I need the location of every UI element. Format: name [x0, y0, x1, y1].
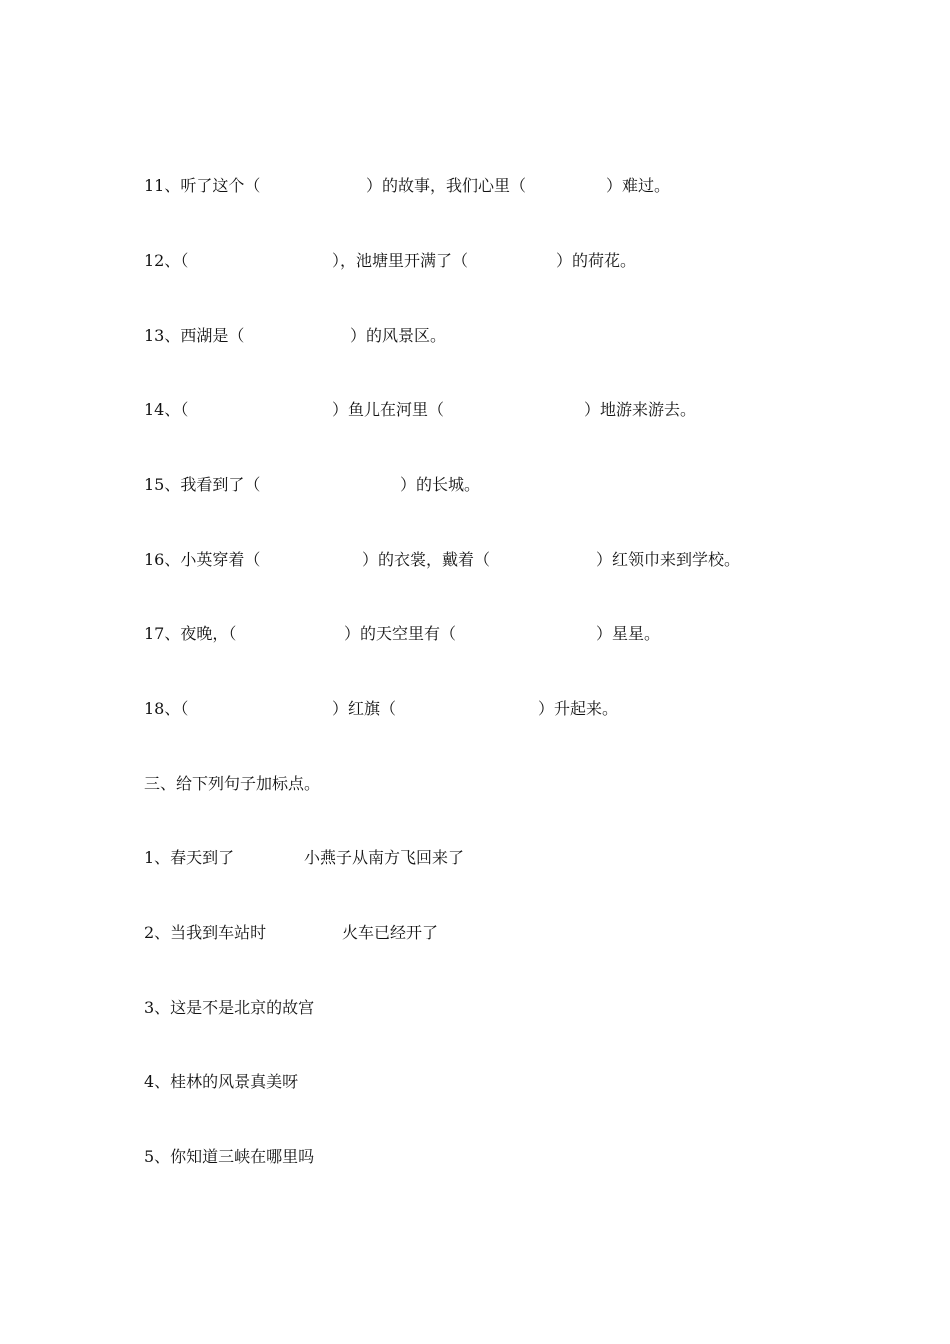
- sentence-part: 2、当我到车站时: [144, 923, 267, 942]
- question-text: 12、（: [144, 251, 189, 270]
- sentence-part: 火车已经开了: [342, 923, 439, 942]
- question-text: ）的风景区。: [350, 326, 447, 345]
- question-text: 16、小英穿着（: [144, 550, 261, 569]
- question-text: ）的天空里有（: [344, 624, 457, 643]
- question-text: 13、西湖是（: [144, 326, 245, 345]
- sentence-part: 4、桂林的风景真美呀: [144, 1072, 299, 1091]
- sentence-part: 小燕子从南方飞回来了: [304, 848, 465, 867]
- sentence-part: 5、你知道三峡在哪里吗: [144, 1147, 315, 1166]
- question-text: ）鱼儿在河里（: [332, 400, 445, 419]
- question-text: ），池塘里开满了（: [332, 251, 469, 270]
- question-text: ）的衣裳，戴着（: [362, 550, 491, 569]
- question-text: ）难过。: [606, 176, 671, 195]
- question-text: 15、我看到了（: [144, 475, 261, 494]
- question-text: ）升起来。: [538, 699, 619, 718]
- question-text: ）星星。: [596, 624, 661, 643]
- question-text: 14、（: [144, 400, 189, 419]
- question-text: 17、夜晚，（: [144, 624, 237, 643]
- question-text: ）地游来游去。: [584, 400, 697, 419]
- section-title: 三、给下列句子加标点。: [144, 774, 321, 793]
- question-text: 11、听了这个（: [144, 176, 261, 195]
- sentence-part: 1、春天到了: [144, 848, 235, 867]
- question-text: 18、（: [144, 699, 189, 718]
- question-text: ）的荷花。: [556, 251, 637, 270]
- question-text: ）红领巾来到学校。: [596, 550, 741, 569]
- question-text: ）的长城。: [400, 475, 481, 494]
- question-text: ）红旗（: [332, 699, 397, 718]
- sentence-part: 3、这是不是北京的故宫: [144, 998, 315, 1017]
- question-text: ）的故事，我们心里（: [366, 176, 527, 195]
